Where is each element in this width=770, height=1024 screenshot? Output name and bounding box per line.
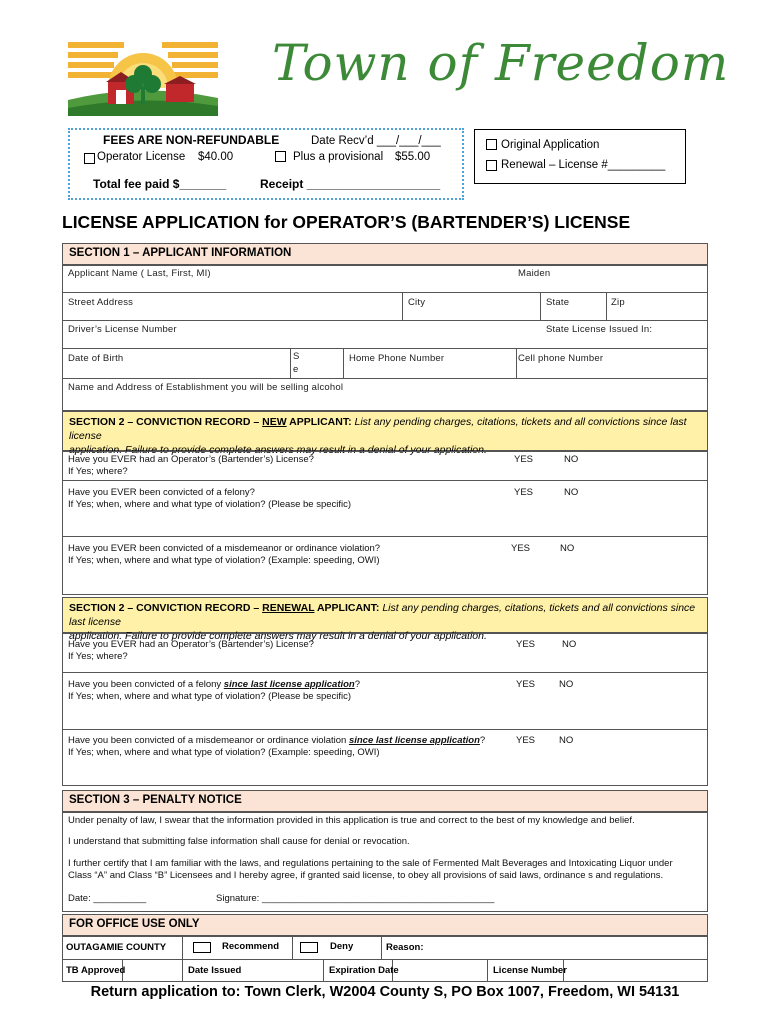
maiden-label: Maiden	[518, 268, 551, 279]
renewal-q1-no[interactable]: NO	[562, 639, 577, 650]
section-1-heading: SECTION 1 – APPLICANT INFORMATION	[62, 243, 708, 265]
deny-label: Deny	[330, 941, 354, 952]
dob-label: Date of Birth	[68, 353, 124, 364]
operator-license-checkbox[interactable]	[84, 153, 95, 164]
operator-license-label: Operator License	[97, 151, 186, 163]
page-title: LICENSE APPLICATION for OPERATOR’S (BARTENDER’S) LICENSE	[62, 212, 631, 232]
renewal-label: Renewal – License #_________	[501, 159, 666, 171]
city-label: City	[408, 297, 426, 308]
new-q2: Have you EVER been convicted of a felony? If Yes; when, where and what type of violation? (Please be specific)	[68, 487, 352, 510]
new-q2-yes[interactable]: YES	[514, 487, 534, 498]
drivers-license-label: Driver’s License Number	[68, 324, 177, 335]
date-issued-label: Date Issued	[188, 965, 242, 976]
new-q3-no[interactable]: NO	[560, 543, 575, 554]
applicant-name-label: Applicant Name ( Last, First, MI)	[68, 268, 211, 279]
cell-phone-label: Cell phone Number	[518, 353, 604, 364]
return-address: Return application to: Town Clerk, W2004 County S, PO Box 1007, Freedom, WI 54131	[90, 984, 680, 1000]
recommend-checkbox[interactable]	[193, 942, 211, 953]
fees-nonrefundable: FEES ARE NON-REFUNDABLE	[103, 133, 280, 147]
renewal-q2-no[interactable]: NO	[559, 679, 574, 690]
reason-label: Reason:	[386, 942, 424, 953]
license-number-label: License Number	[493, 965, 567, 976]
date-received: Date Recv’d ___/___/___	[311, 135, 441, 147]
new-q1-no[interactable]: NO	[564, 454, 579, 465]
application-type-box	[474, 129, 686, 184]
receipt: Receipt ____________________	[260, 177, 441, 191]
establishment-label: Name and Address of Establishment you will be selling alcohol	[68, 382, 344, 393]
signature-line[interactable]: Signature: ____________________________________________	[216, 893, 495, 904]
renewal-q2: Have you been convicted of a felony since last license application? If Yes; when, where and what type of violation? (Please be specific)	[68, 679, 361, 702]
provisional-checkbox[interactable]	[275, 151, 286, 162]
sex-label-s: S	[293, 351, 300, 362]
office-use-heading: FOR OFFICE USE ONLY	[62, 914, 708, 936]
deny-checkbox[interactable]	[300, 942, 318, 953]
penalty-text-1: Under penalty of law, I swear that the information provided in this application is true and correct to the best of my knowledge and belief.	[68, 815, 635, 826]
renewal-q3-yes[interactable]: YES	[516, 735, 536, 746]
renewal-q3-no[interactable]: NO	[559, 735, 574, 746]
tb-approved-label: TB Approved	[66, 965, 126, 976]
original-application-checkbox[interactable]	[486, 139, 497, 150]
section-2-renewal-heading: SECTION 2 – CONVICTION RECORD – RENEWAL APPLICANT: List any pending charges, citations, tickets and all convictions since last license application. Failure to provide complete answers may result in a denial of your application.	[62, 597, 708, 633]
home-phone-label: Home Phone Number	[349, 353, 445, 364]
recommend-label: Recommend	[222, 941, 280, 952]
date-line[interactable]: Date: __________	[68, 893, 147, 904]
renewal-q1-yes[interactable]: YES	[516, 639, 536, 650]
new-q3-yes[interactable]: YES	[511, 543, 531, 554]
street-address-label: Street Address	[68, 297, 134, 308]
expiration-date-label: Expiration Date	[329, 965, 399, 976]
new-q1-yes[interactable]: YES	[514, 454, 534, 465]
original-application-label: Original Application	[501, 139, 600, 151]
zip-label: Zip	[611, 297, 625, 308]
renewal-q2-yes[interactable]: YES	[516, 679, 536, 690]
new-q2-no[interactable]: NO	[564, 487, 579, 498]
penalty-text-3: I further certify that I am familiar with the laws, and regulations pertaining to the sale of Fermented Malt Beverages and Intoxicating Liquor under Class “A” and Class “B” Licensees and I hereby agree, if granted said license, to obey all provisions of said laws, ordinance s and regulations.	[68, 858, 673, 881]
sex-label-e: e	[293, 364, 299, 375]
state-label: State	[546, 297, 570, 308]
town-logo	[68, 38, 218, 116]
section-2-new-heading: SECTION 2 – CONVICTION RECORD – NEW APPLICANT: List any pending charges, citations, tickets and all convictions since last license application. Failure to provide complete answers may result in a denial of your application.	[62, 411, 708, 451]
provisional-price: $55.00	[395, 151, 431, 163]
new-q3: Have you EVER been convicted of a misdemeanor or ordinance violation? If Yes; when, where and what type of violation? (Example: speeding, OWI)	[68, 543, 381, 566]
operator-license-price: $40.00	[198, 151, 234, 163]
renewal-q1: Have you EVER had an Operator’s (Bartender’s) License? If Yes; where?	[68, 639, 314, 662]
provisional-label: Plus a provisional	[293, 151, 384, 163]
renewal-q3: Have you been convicted of a misdemeanor or ordinance violation since last license application? If Yes; when, where and what type of violation? (Example: speeding, OWI)	[68, 735, 486, 758]
new-q1: Have you EVER had an Operator’s (Bartender’s) License? If Yes; where?	[68, 454, 314, 477]
total-fee-paid: Total fee paid $_______	[93, 177, 227, 191]
renewal-checkbox[interactable]	[486, 160, 497, 171]
section-3-heading: SECTION 3 – PENALTY NOTICE	[62, 790, 708, 812]
penalty-text-2: I understand that submitting false information shall cause for denial or revocation.	[68, 836, 410, 847]
state-issued-label: State License Issued In:	[546, 324, 653, 335]
town-title: Town of Freedom	[272, 34, 730, 92]
outagamie-county-label: OUTAGAMIE COUNTY	[66, 942, 167, 953]
